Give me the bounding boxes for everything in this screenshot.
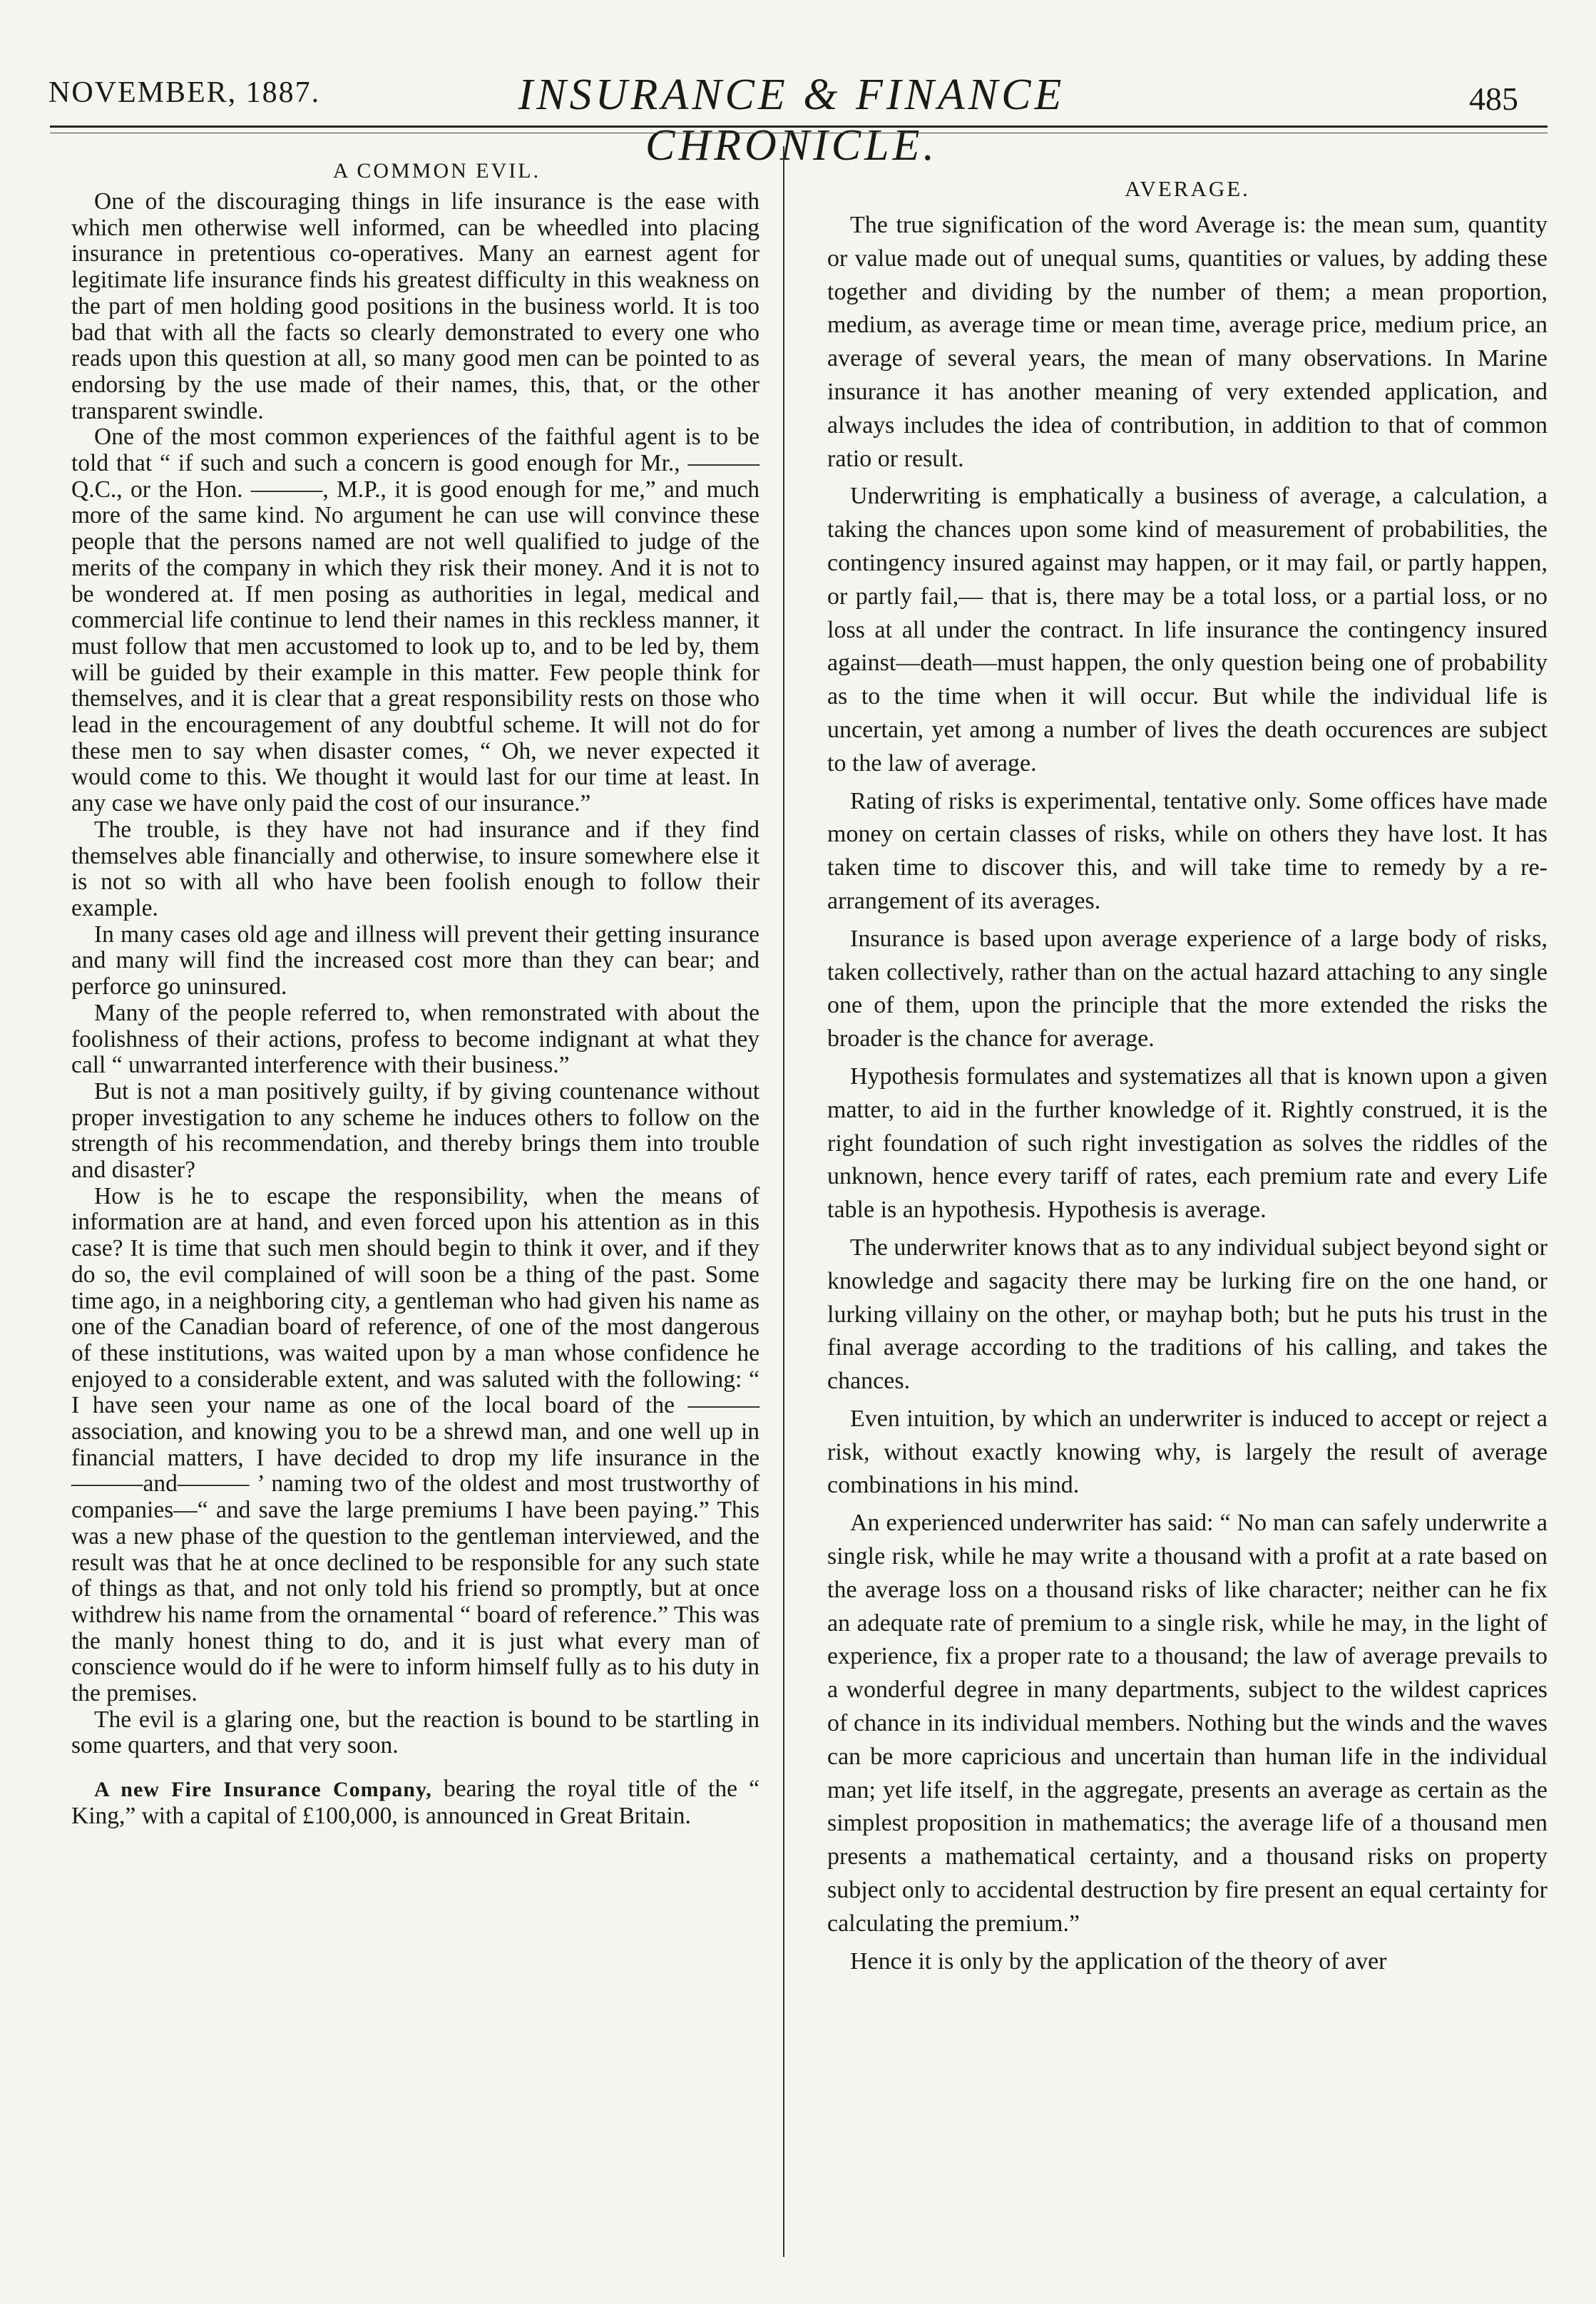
article-heading: AVERAGE. bbox=[1125, 176, 1250, 201]
article-paragraph: Insurance is based upon average experience of a large body of risks, taken collectively, rather than on the actual hazard attaching to any single one of them, upon the principle that the more extended the risks the broader is the chance for average. bbox=[827, 925, 1548, 1053]
page-number: 485 bbox=[1469, 81, 1518, 117]
article-heading: A COMMON EVIL. bbox=[332, 159, 541, 183]
header-rule-thick bbox=[50, 126, 1548, 128]
article-paragraph: In many cases old age and illness will prevent their getting insurance and many will find the increased cost more than they can bear; and perforce go uninsured. bbox=[71, 921, 759, 1000]
section-gap bbox=[71, 1759, 759, 1776]
article-paragraph: One of the most common experiences of the faithful agent is to be told that “ if such and such a concern is good enough for Mr., ——— Q.C., or the Hon. ———, M.P., it is good enough for me,” and much more of the same kind. No argument he can use will convince these people that the persons named are not well qualified to judge of the merits of the company in which they risk their money. And it is not to be wondered at. If men posing as authorities in legal, medical and commercial life continue to lend their names in this reckless manner, it must follow that men accustomed to look up to, and to be led by, them will be guided by their example in this matter. Few people think for themselves, and it is clear that a great responsibility rests on those who lead in the encouragement of any doubtful scheme. It will not do for these men to say when disaster comes, “ Oh, we never expected it would come to this. We thought it would last for our time at least. In any case we have only paid the cost of our insurance.” bbox=[71, 424, 759, 817]
news-note bbox=[71, 1776, 759, 1829]
article-common-evil bbox=[71, 153, 759, 1830]
column-divider bbox=[783, 146, 784, 2257]
page-header bbox=[0, 0, 1596, 170]
article-paragraph: Even intuition, by which an underwriter is induced to accept or reject a risk, without exactly knowing why, is largely the result of average combinations in his mind. bbox=[827, 1405, 1548, 1499]
article-paragraph: An experienced underwriter has said: “ No man can safely underwrite a single risk, while he may write a thousand with a profit at a rate based on the average loss on a thousand risks of like character; neither can he fix an adequate rate of premium to a single risk, while he may, in the light of experience, fix a proper rate to a thousand; the law of average prevails to a wonderful degree in many departments, subject to the wildest caprices of chance in its individual members. Nothing but the winds and the waves can be more capricious and uncertain than human life in the individual man; yet life itself, in the aggregate, presents an average as certain as the simplest proposition in mathematics; the average life of a thousand men presents a mathematical certainty, and a thousand risks on property subject only to accidental destruction by fire present an equal certainty for calculating the premium.” bbox=[827, 1510, 1548, 1937]
news-note-text: bearing the royal title of the “ King,” with a capital of £100,000, is announced in Great Britain. bbox=[71, 1776, 759, 1829]
article-paragraph: How is he to escape the responsibility, when the means of information are at hand, and even forced upon his attention as in this case? It is time that such men should begin to think it over, and if they do so, the evil complained of will soon be a thing of the past. Some time ago, in a neighboring city, a gentleman who had given his name as one of the Canadian board of reference, of one of the most dangerous of these institutions, was waited upon by a man whose confidence he enjoyed to a considerable extent, and was saluted with the following: “ I have seen your name as one of the local board of the ——— association, and knowing you to be a shrewd man, and one well up in financial matters, I have decided to drop my life insurance in the———and——— ’ naming two of the oldest and most trustworthy of companies—“ and save the large premiums I have been paying.” This was a new phase of the question to the gentleman interviewed, and the result was that he at once declined to be responsible for any such state of things as that, and not only told his friend so promptly, but at once withdrew his name from the ornamental “ board of reference.” This was the manly honest thing to do, and it is just what every man of conscience would do if he were to inform himself fully as to his duty in the premises. bbox=[71, 1182, 759, 1707]
article-paragraph: The trouble, is they have not had insurance and if they find themselves able financially and otherwise, to insure somewhere else it is not so with all who have been foolish enough to follow their example. bbox=[71, 816, 759, 921]
article-paragraph: Underwriting is emphatically a business of average, a calculation, a taking the chances upon some kind of measurement of probabilities, the contingency insured against may happen, or it may fail, or partly happen, or partly fail,— that is, there may be a total loss, or a partial loss, or no loss at all under the contract. In life insurance the contingency insured against—death—must happen, the only question being one of probability as to the time when it will occur. But while the individual life is uncertain, yet among a number of lives the death occurences are subject to the law of average. bbox=[827, 483, 1548, 777]
article-paragraph: The true signification of the word Average is: the mean sum, quantity or value made out of unequal sums, quantities or values, by adding these together and dividing by the number of them; a mean proportion, medium, as average time or mean time, average price, medium price, an average of several years, the mean of many observations. In Marine insurance it has another meaning of very extended application, and always includes the idea of contribution, in addition to that of common ratio or result. bbox=[827, 212, 1548, 472]
article-paragraph: Many of the people referred to, when remonstrated with about the foolishness of their actions, profess to become indignant at what they call “ unwarranted interference with their business.” bbox=[71, 999, 759, 1079]
article-average bbox=[827, 153, 1548, 1982]
article-paragraph: One of the discouraging things in life insurance is the ease with which men otherwise well informed, can be wheedled into placing insurance in pretentious co-operatives. Many an earnest agent for legitimate life insurance finds his greatest difficulty in this weakness on the part of men holding good positions in the business world. It is too bad that with all the facts so clearly demonstrated to every one who reads upon this question at all, so many good men can be pointed to as endorsing by the use made of their names, this, that, or the other transparent swindle. bbox=[71, 188, 759, 424]
article-paragraph: But is not a man positively guilty, if by giving countenance without proper investigation to any scheme he induces others to follow on the strength of his recommendation, and thereby brings them into trouble and disaster? bbox=[71, 1077, 759, 1184]
article-paragraph: Hypothesis formulates and systematizes all that is known upon a given matter, to aid in the further knowledge of it. Rightly construed, it is the right foundation of such right investigation as solves the riddles of the unknown, hence every tariff of rates, each premium rate and every Life table is an hypothesis. Hypothesis is average. bbox=[827, 1063, 1548, 1224]
article-paragraph: The underwriter knows that as to any individual subject beyond sight or knowledge and sagacity there may be lurking fire on the one hand, or lurking villainy on the other, or mayhap both; but he puts his trust in the final average according to the traditions of his calling, and takes the chances. bbox=[827, 1234, 1548, 1395]
article-paragraph: The evil is a glaring one, but the reaction is bound to be startling in some quarters, and that very soon. bbox=[71, 1706, 759, 1759]
news-note-lead: A new Fire Insurance Company, bbox=[94, 1778, 432, 1802]
publication-title: INSURANCE & FINANCE CHRONICLE. bbox=[518, 71, 1065, 170]
issue-date: NOVEMBER, 1887. bbox=[48, 76, 321, 109]
article-paragraph: Hence it is only by the application of the theory of aver bbox=[850, 1947, 1387, 1975]
article-paragraph: Rating of risks is experimental, tentative only. Some offices have made money on certain classes of risks, while on others they have lost. It has taken time to discover this, and will take time to remedy by a re-arrangement of its averages. bbox=[827, 787, 1548, 914]
